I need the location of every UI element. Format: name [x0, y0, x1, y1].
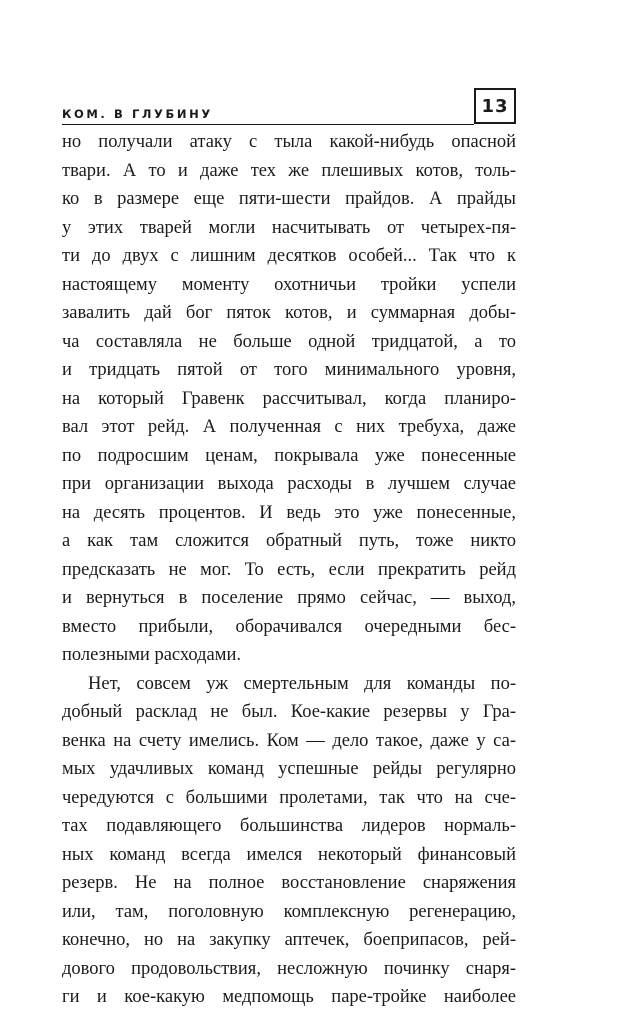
body-text: [62, 128, 516, 1012]
text-line: по подросшим ценам, покрывала уже понесенные: [62, 445, 516, 466]
paragraph-first-line: Нет, совсем уж смертельным для команды по-: [88, 673, 516, 694]
text-line: на который Гравенк рассчитывал, когда планиро-: [62, 388, 516, 409]
text-line: вал этот рейд. А полученная с них требуха, даже: [62, 417, 516, 437]
text-line: дового продовольствия, несложную починку снаря-: [62, 958, 516, 979]
text-line: добный расклад не был. Кое-какие резервы у Гра-: [62, 702, 516, 722]
text-line: или, там, поголовную комплексную регенерацию,: [62, 901, 516, 922]
text-line: а как там сложится обратный путь, тоже никто: [62, 531, 516, 551]
text-line: резерв. Не на полное восстановление снаряжения: [62, 873, 516, 893]
text-line: конечно, но на закупку аптечек, боеприпасов, рей-: [62, 930, 516, 950]
text-line: венка на счету имелись. Ком — дело такое, даже у са-: [62, 730, 516, 751]
text-line: но получали атаку с тыла какой-нибудь опасной: [62, 132, 516, 152]
text-line: ти до двух с лишним десятков особей... Так что к: [62, 246, 516, 266]
text-line: и тридцать пятой от того минимального уровня,: [62, 360, 516, 380]
text-line: мых удачливых команд успешные рейды регулярно: [62, 759, 516, 779]
text-line: твари. А то и даже тех же плешивых котов, толь-: [62, 160, 516, 181]
text-line: на десять процентов. И ведь это уже понесенные,: [62, 502, 516, 523]
text-line: ча составляла не больше одной тридцатой, а то: [62, 331, 516, 352]
text-line: завалить дай бог пяток котов, и суммарная добы-: [62, 303, 516, 323]
header-rule: [62, 124, 474, 125]
text-line: полезными расходами.: [62, 645, 241, 665]
text-line: чередуются с большими пролетами, так что на сче-: [62, 787, 516, 808]
text-line: вместо прибыли, оборачивался очередными бес-: [62, 616, 516, 637]
text-line: и вернуться в поселение прямо сейчас, — выход,: [62, 588, 516, 608]
text-line: настоящему моменту охотничьи тройки успели: [62, 274, 516, 295]
text-line: при организации выхода расходы в лучшем случае: [62, 474, 516, 494]
text-line: ко в размере еще пяти-шести прайдов. А прайды: [62, 189, 516, 209]
text-line: предсказать не мог. То есть, если прекратить рейд: [62, 559, 516, 580]
text-line: у этих тварей могли насчитывать от четырех-пя-: [62, 217, 516, 238]
running-head: КОМ. В ГЛУБИНУ: [62, 107, 213, 121]
text-line: ги и кое-какую медпомощь паре-тройке наиболее: [62, 987, 516, 1007]
text-line: ных команд всегда имелся некоторый финансовый: [62, 844, 516, 865]
page-number: 13: [474, 88, 516, 124]
text-line: тах подавляющего большинства лидеров нормаль-: [62, 816, 516, 836]
